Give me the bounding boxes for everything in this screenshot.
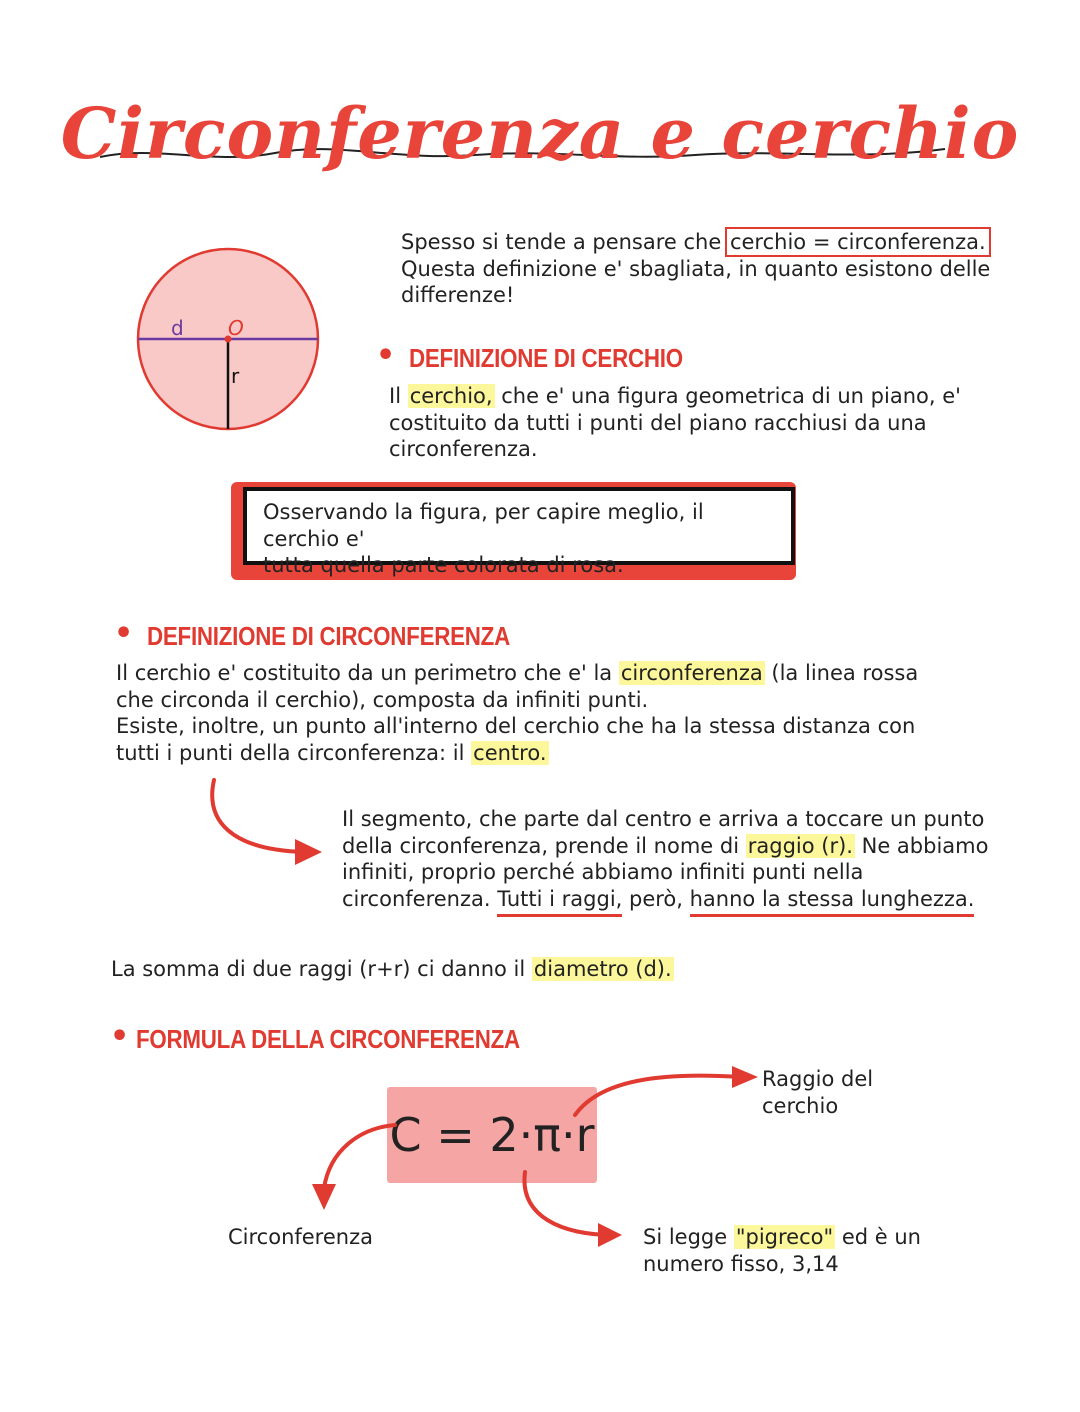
formula-expression: C = 2·π·r (389, 1108, 595, 1162)
arrow-raggio-icon (575, 1076, 740, 1115)
circonferenza-label: Circonferenza (228, 1225, 373, 1249)
arrow-pigreco-icon (524, 1172, 605, 1235)
formula-arrows (300, 1060, 760, 1250)
boxed-phrase: cerchio = circonferenza. (729, 230, 986, 254)
bullet-formula: • (110, 1019, 130, 1054)
raggio-label: Raggio del cerchio (762, 1067, 874, 1118)
heading-def-circonferenza: DEFINIZIONE DI CIRCONFERENZA (147, 621, 510, 651)
label-r: r (231, 364, 240, 388)
pigreco-label: Si legge "pigreco" ed è un numero fisso, 3,14 (643, 1225, 921, 1276)
bullet-cerchio: • (376, 338, 396, 373)
intro-paragraph: Spesso si tende a pensare che cerchio = circonferenza. Questa definizione e' sbagliata, in quanto esistono delle differenze! (401, 230, 991, 307)
def-cerchio-text: Il cerchio, che e' una figura geometrica di un piano, e' costituito da tutti i punti del piano racchiusi da una circonferenza. (389, 384, 961, 461)
label-o: O (228, 316, 244, 340)
bullet-circonferenza: • (114, 616, 134, 651)
raggio-paragraph: Il segmento, che parte dal centro e arriva a toccare un punto della circonferenza, prende il nome di raggio (r). Ne abbiamo infiniti, proprio perché abbiamo infiniti punti nella circonferenza. Tutti i raggi, però, hanno la stessa lunghezza. (342, 806, 1042, 912)
heading-formula: FORMULA DELLA CIRCONFERENZA (136, 1024, 520, 1054)
arrow-circonferenza-icon (324, 1125, 395, 1188)
circle-diagram (130, 243, 330, 438)
page-title: Circonferenza e cerchio (60, 92, 1020, 175)
note-box: Osservando la figura, per capire meglio, il cerchio e' tutta quella parte colorata di rosa. (243, 487, 795, 565)
curved-arrow-icon (200, 775, 330, 865)
label-d: d (171, 316, 184, 340)
def-circonferenza-text: Il cerchio e' costituito da un perimetro che e' la circonferenza (la linea rossa che circonda il cerchio), composta da infiniti punti. Esiste, inoltre, un punto all'interno del cerchio che ha la stessa distanza con tutti i punti della circonferenza: il centro. (116, 661, 919, 765)
heading-def-cerchio: DEFINIZIONE DI CERCHIO (409, 343, 683, 373)
diametro-text: La somma di due raggi (r+r) ci danno il diametro (d). (111, 957, 672, 981)
